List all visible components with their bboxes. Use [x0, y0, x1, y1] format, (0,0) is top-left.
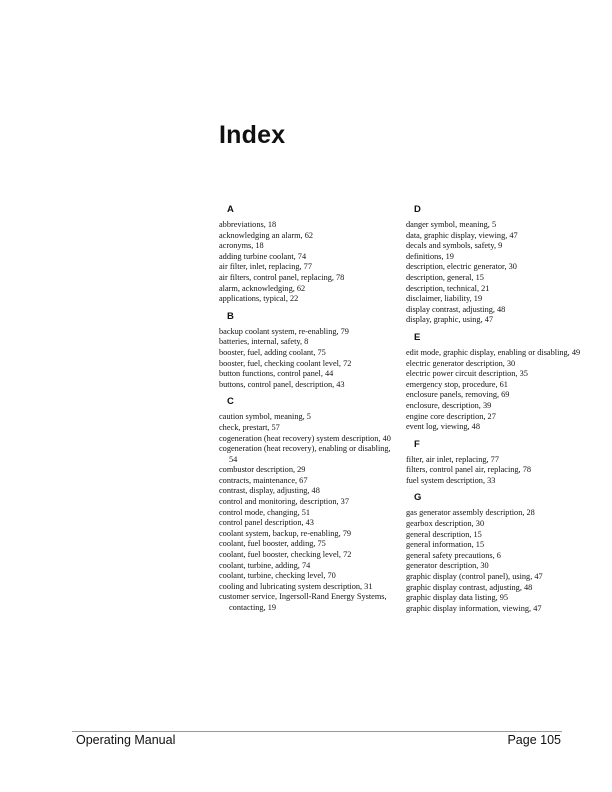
section-letter: C: [227, 396, 234, 408]
index-entry: applications, typical, 22: [219, 294, 299, 304]
index-entry: caution symbol, meaning, 5: [219, 412, 311, 422]
index-entry: display contrast, adjusting, 48: [406, 304, 506, 314]
index-entry: control panel description, 43: [219, 518, 314, 528]
index-entry: check, prestart, 57: [219, 422, 280, 432]
index-section-g: [406, 492, 596, 614]
index-section-d: [406, 204, 596, 326]
index-entry: cogeneration (heat recovery) system description, 40: [219, 433, 391, 443]
index-entry: general information, 15: [406, 540, 485, 550]
index-entry: generator description, 30: [406, 561, 489, 571]
index-section-b: [219, 311, 399, 391]
section-letter: B: [227, 310, 234, 322]
index-entry: acknowledging an alarm, 62: [219, 230, 314, 240]
index-entry: contracts, maintenance, 67: [219, 475, 308, 485]
index-section-f: [406, 439, 596, 487]
index-entry: coolant, turbine, checking level, 70: [219, 571, 336, 581]
index-entry: acronyms, 18: [219, 241, 264, 251]
index-section-c: [219, 396, 399, 613]
index-section-a: [219, 204, 399, 305]
index-column-right: [406, 204, 596, 620]
index-entry: control and monitoring, description, 37: [219, 497, 349, 507]
index-entry: general safety precautions, 6: [406, 550, 501, 560]
index-entry: graphic display information, viewing, 47: [406, 603, 542, 613]
index-entry: combustor description, 29: [219, 465, 306, 475]
index-entry: control mode, changing, 51: [219, 507, 311, 517]
index-entry: customer service, Ingersoll-Rand Energy Systems, contacting, 19: [219, 592, 387, 612]
index-entry: general description, 15: [406, 529, 482, 539]
index-entry: disclaimer, liability, 19: [406, 294, 483, 304]
index-entry: emergency stop, procedure, 61: [406, 379, 508, 389]
index-entry: batteries, internal, safety, 8: [219, 337, 309, 347]
index-entry: air filter, inlet, replacing, 77: [219, 262, 312, 272]
section-letter: G: [414, 492, 422, 504]
footer-divider: [72, 731, 562, 732]
index-entry: fuel system description, 33: [406, 475, 496, 485]
index-entry: coolant, fuel booster, adding, 75: [219, 539, 326, 549]
index-entry: display, graphic, using, 47: [406, 315, 494, 325]
index-entry: gearbox description, 30: [406, 519, 485, 529]
index-entry: coolant, turbine, adding, 74: [219, 560, 311, 570]
index-entry: adding turbine coolant, 74: [219, 251, 307, 261]
index-column-left: [219, 204, 399, 620]
index-entry: decals and symbols, safety, 9: [406, 241, 503, 251]
index-entry: danger symbol, meaning, 5: [406, 220, 497, 229]
index-entry: definitions, 19: [406, 251, 454, 261]
index-entry: graphic display data listing, 95: [406, 593, 509, 603]
section-letter: E: [414, 331, 421, 343]
index-entry: filters, control panel air, replacing, 78: [406, 465, 531, 475]
index-entry: graphic display contrast, adjusting, 48: [406, 582, 533, 592]
index-entry: electric power circuit description, 35: [406, 369, 528, 379]
index-entry: engine core description, 27: [406, 411, 496, 421]
footer-page-number: Page 105: [507, 733, 561, 747]
index-entry: edit mode, graphic display, enabling or disabling, 49: [406, 347, 581, 357]
index-entry: booster, fuel, adding coolant, 75: [219, 347, 326, 357]
index-section-e: [406, 332, 596, 433]
index-entry: electric generator description, 30: [406, 358, 516, 368]
index-entry: abbreviations, 18: [219, 220, 277, 229]
index-entry: event log, viewing, 48: [406, 422, 480, 432]
index-entry: backup coolant system, re-enabling, 79: [219, 326, 349, 336]
index-entry: buttons, control panel, description, 43: [219, 379, 345, 389]
index-entry: air filters, control panel, replacing, 78: [219, 272, 345, 282]
index-entry: coolant, fuel booster, checking level, 72: [219, 550, 352, 560]
index-entry: cogeneration (heat recovery), enabling or disabling, 54: [219, 444, 391, 464]
index-entry: description, general, 15: [406, 272, 484, 282]
page-title: Index: [219, 121, 286, 149]
index-entry: contrast, display, adjusting, 48: [219, 486, 320, 496]
index-entry: gas generator assembly description, 28: [406, 508, 535, 518]
index-entry: cooling and lubricating system description, 31: [219, 581, 373, 591]
index-entry: enclosure panels, removing, 69: [406, 390, 510, 400]
index-entry: coolant system, backup, re-enabling, 79: [219, 528, 352, 538]
index-entry: graphic display (control panel), using, 47: [406, 572, 543, 582]
section-letter: F: [414, 438, 420, 450]
section-letter: A: [227, 204, 234, 215]
index-entry: data, graphic display, viewing, 47: [406, 230, 518, 240]
index-entry: alarm, acknowledging, 62: [219, 283, 306, 293]
footer-manual-title: Operating Manual: [76, 733, 176, 747]
index-entry: filter, air inlet, replacing, 77: [406, 454, 499, 464]
index-entry: description, technical, 21: [406, 283, 490, 293]
index-entry: booster, fuel, checking coolant level, 72: [219, 358, 352, 368]
index-entry: description, electric generator, 30: [406, 262, 517, 272]
index-entry: button functions, control panel, 44: [219, 369, 334, 379]
index-entry: enclosure, description, 39: [406, 400, 492, 410]
section-letter: D: [414, 204, 421, 215]
